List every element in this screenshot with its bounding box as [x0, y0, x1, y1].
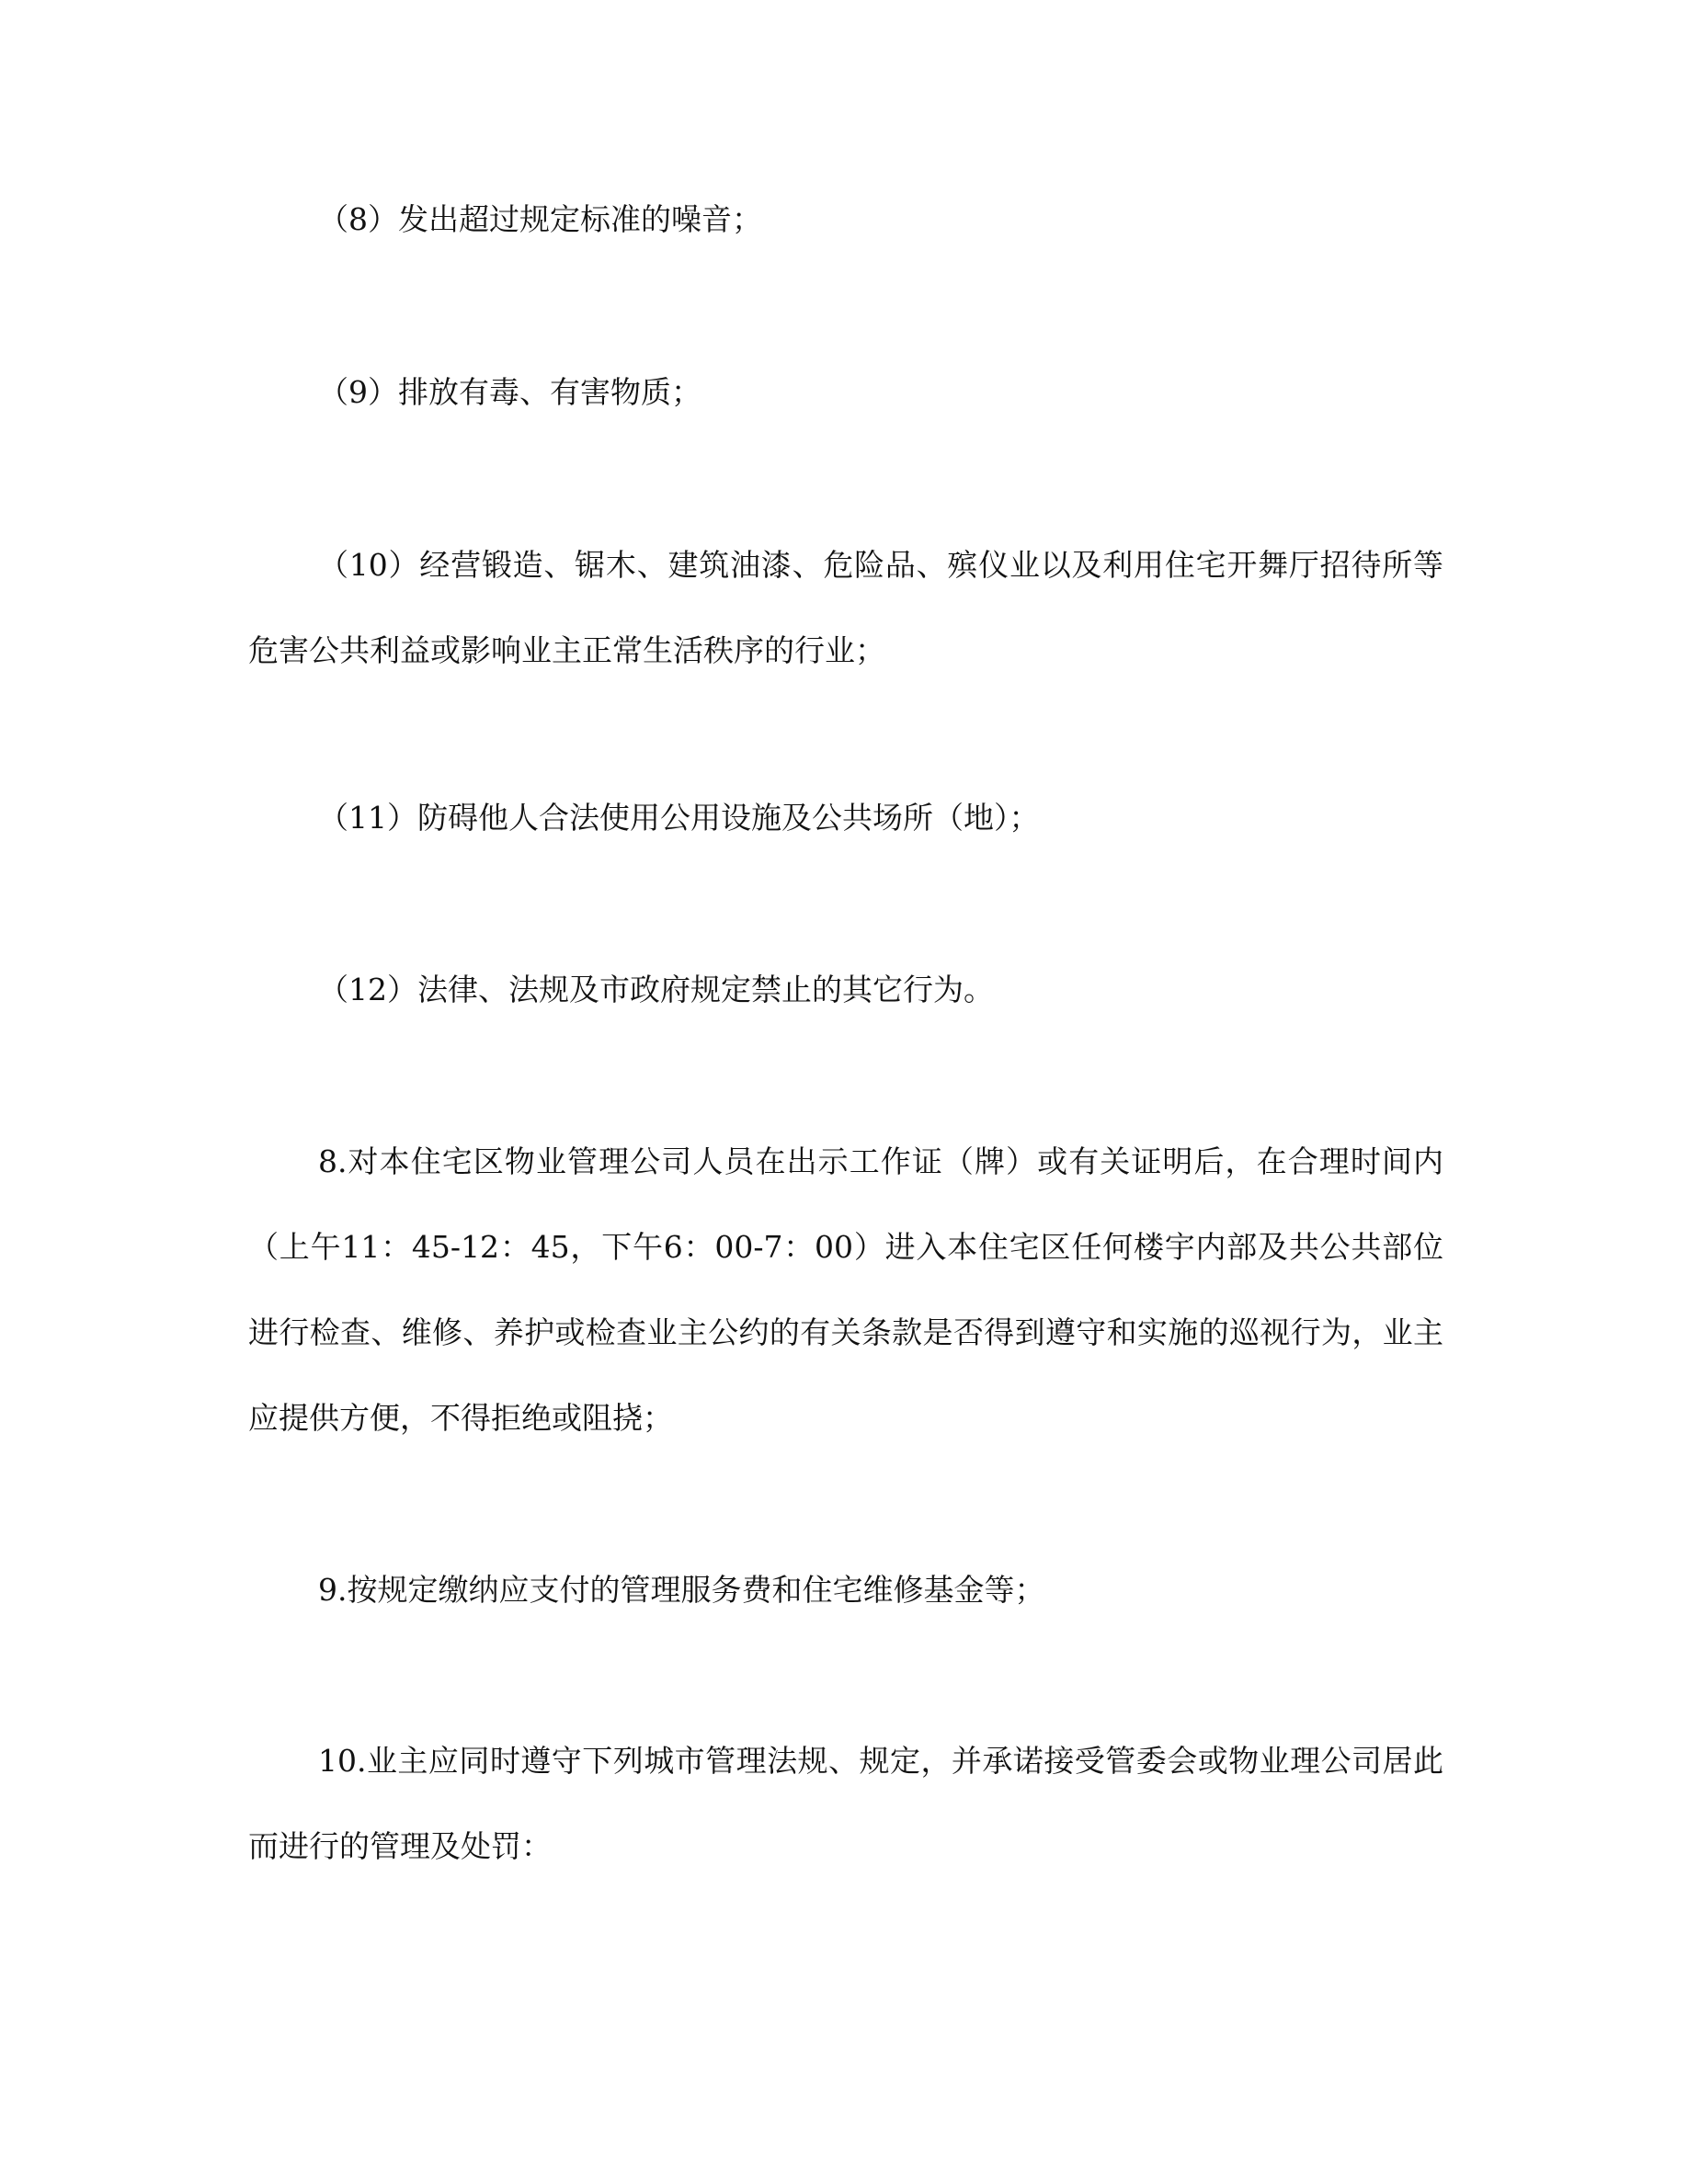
paragraph-item-12: （12）法律、法规及市政府规定禁止的其它行为。 — [318, 972, 994, 1007]
paragraph-item-8: （8）发出超过规定标准的噪音； — [318, 201, 762, 237]
paragraph-clause-10: 10.业主应同时遵守下列城市管理法规、规定，并承诺接受管委会或物业理公司居此而进行的管理及处罚： — [248, 1743, 1443, 1864]
paragraph-item-10: （10）经营锻造、锯木、建筑油漆、危险品、殡仪业以及利用住宅开舞厅招待所等危害公共利益或影响业主正常生活秩序的行业； — [248, 547, 1443, 668]
paragraph-item-11: （11）防碍他人合法使用公用设施及公共场所（地）； — [318, 800, 1040, 836]
paragraph-clause-9: 9.按规定缴纳应支付的管理服务费和住宅维修基金等； — [318, 1572, 1045, 1608]
paragraph-clause-8: 8.对本住宅区物业管理公司人员在出示工作证（牌）或有关证明后，在合理时间内（上午11：45-12：45，下午6：00-7：00）进入本住宅区任何楼宇内部及共公共部位进行检查、维修、养护或检查业主公约的有关条款是否得到遵守和实施的巡视行为，业主应提供方便，不得拒绝或阻挠； — [248, 1143, 1443, 1436]
paragraph-item-9: （9）排放有毒、有害物质； — [318, 374, 701, 410]
